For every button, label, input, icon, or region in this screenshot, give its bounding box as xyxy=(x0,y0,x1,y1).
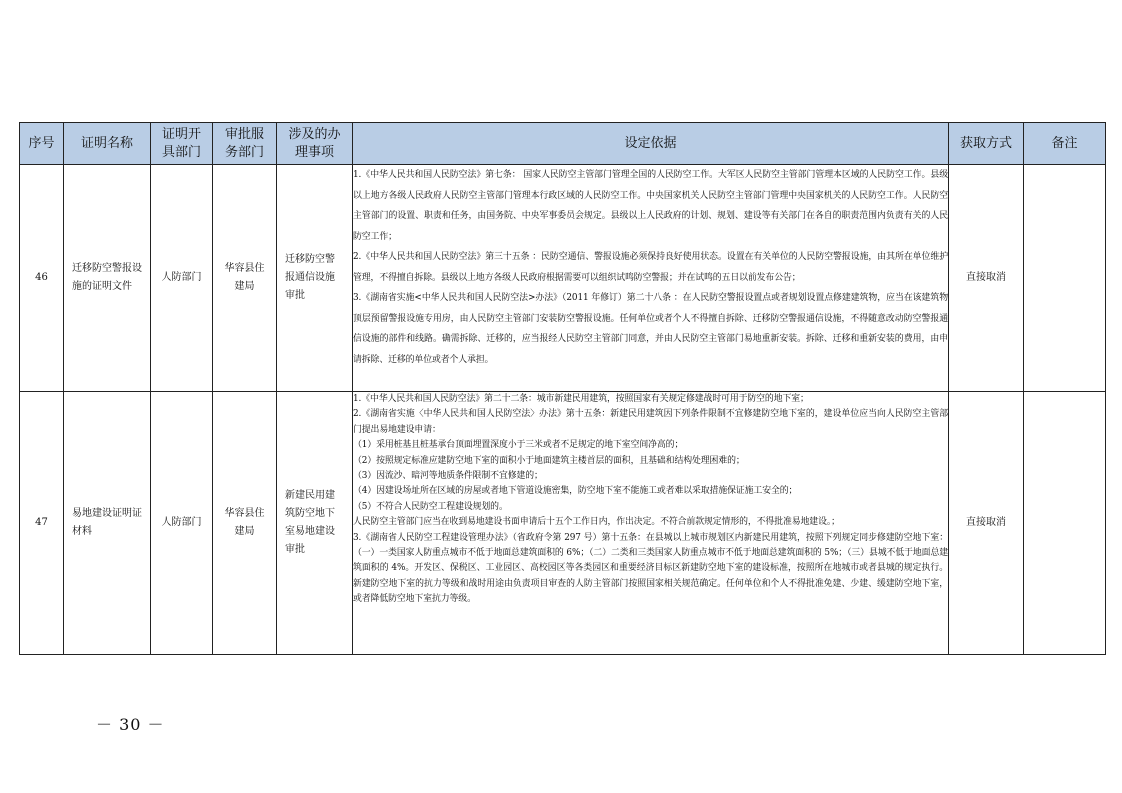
header-no: 序号 xyxy=(20,123,64,165)
header-method: 获取方式 xyxy=(949,123,1024,165)
header-issuer: 证明开具部门 xyxy=(151,123,213,165)
basis-paragraph: （5）不符合人民防空工程建设规划的。 xyxy=(353,501,508,512)
table-row xyxy=(20,392,1106,655)
header-name: 证明名称 xyxy=(64,123,151,165)
basis-paragraph: 人民防空主管部门应当在收到易地建设书面申请后十五个工作日内，作出决定。不符合前款规定情形的，不得批准易地建设。； xyxy=(353,517,840,528)
basis-paragraph: （4）因建设场址所在区域的房屋或者地下管道设施密集，防空地下室不能施工或者难以采取措施保证施工安全的； xyxy=(353,486,798,497)
row-issuer: 人防部门 xyxy=(151,165,213,392)
header-remark: 备注 xyxy=(1024,123,1106,165)
row-basis xyxy=(353,165,949,392)
page-number: － 30 － xyxy=(96,715,165,734)
row-basis xyxy=(353,392,949,655)
row-method: 直接取消 xyxy=(949,165,1024,392)
basis-paragraph: （3）因流沙、暗河等地质条件限制不宜修建的； xyxy=(353,471,543,482)
basis-paragraph: （1）采用桩基且桩基承台顶面埋置深度小于三米或者不足规定的地下室空间净高的； xyxy=(353,440,684,451)
row-approver: 华容县住建局 xyxy=(213,165,277,392)
row-name: 易地建设证明证材料 xyxy=(64,392,151,655)
row-method: 直接取消 xyxy=(949,392,1024,655)
table-header-row xyxy=(20,123,1106,165)
basis-paragraph: 1.《中华人民共和国人民防空法》第二十二条：城市新建民用建筑，按照国家有关规定修建战时可用于防空的地下室； xyxy=(353,394,809,404)
header-approver: 审批服务部门 xyxy=(213,123,277,165)
row-issuer: 人防部门 xyxy=(151,392,213,655)
basis-paragraph: 3.《湖南省人民防空工程建设管理办法》（省政府令第 297 号）第十五条：在县城以上城市规划区内新建民用建筑，按照下列规定同步修建防空地下室：（一）一类国家人防重点城市不低于地面总建筑面积的 6%；（二）二类和三类国家人防重点城市不低于地面总建筑面积的 5%；（三）县城不低于地面总建筑面积的 4%。开发区、保税区、工业园区、高校园区等各类园区和重要经济目标区新建防空地下室的建设标准，按照所在地城市或者县城的规定执行。新建防空地下室的抗力等级和战时用途由负责项目审查的人防主管部门按照国家相关规范确定。任何单位和个人不得批准免建、少建、缓建防空地下室，或者降低防空地下室抗力等级。 xyxy=(353,532,948,605)
row-no: 47 xyxy=(20,392,64,655)
header-basis: 设定依据 xyxy=(353,123,949,165)
row-no: 46 xyxy=(20,165,64,392)
header-matter: 涉及的办理事项 xyxy=(277,123,353,165)
basis-paragraph: 3.《湖南省实施<中华人民共和国人民防空法>办法》（2011 年修订）第二十八条 ：在人民防空警报设置点或者规划设置点修建建筑物，应当在该建筑物顶层预留警报设施专用房，由人民防空主管部门安装防空警报设施。任何单位或者个人不得擅自拆除、迁移防空警报通信设施，不得随意改动防空警报通信设施的部件和线路。确需拆除、迁移的，应当报经人民防空主管部门同意，并由人民防空主管部门易地重新安装。拆除、迁移和重新安装的费用，由申请拆除、迁移的单位或者个人承担。 xyxy=(353,293,948,365)
row-name: 迁移防空警报设施的证明文件 xyxy=(64,165,151,392)
row-matter: 迁移防空警报通信设施审批 xyxy=(277,165,353,392)
row-remark xyxy=(1024,165,1106,392)
basis-paragraph: 2.《湖南省实施〈中华人民共和国人民防空法〉办法》第十五条：新建民用建筑因下列条件限制不宜修建防空地下室的，建设单位应当向人民防空主管部门提出易地建设申请： xyxy=(353,409,948,435)
basis-paragraph: 1.《中华人民共和国人民防空法》第七条： 国家人民防空主管部门管理全国的人民防空工作。大军区人民防空主管部门管理本区域的人民防空工作。县级以上地方各级人民政府人民防空主管部门管理本行政区域的人民防空工作。中央国家机关人民防空主管部门管理中央国家机关的人民防空工作。人民防空主管部门的设置、职责和任务，由国务院、中央军事委员会规定。县级以上人民政府的计划、规划、建设等有关部门在各自的职责范围内负责有关的人民防空工作； xyxy=(353,170,948,242)
certificate-table xyxy=(19,122,1106,655)
row-approver: 华容县住建局 xyxy=(213,392,277,655)
row-remark xyxy=(1024,392,1106,655)
basis-paragraph: 2.《中华人民共和国人民防空法》第三十五条 ：民防空通信、警报设施必须保持良好使用状态。设置在有关单位的人民防空警报设施，由其所在单位维护管理，不得擅自拆除。县级以上地方各级人民政府根据需要可以组织试鸣防空警报；并在试鸣的五日以前发布公告； xyxy=(353,252,948,283)
row-matter: 新建民用建筑防空地下室易地建设审批 xyxy=(277,392,353,655)
table-row xyxy=(20,165,1106,392)
basis-paragraph: （2）按照规定标准应建防空地下室的面积小于地面建筑主楼首层的面积，且基础和结构处理困难的； xyxy=(353,455,745,466)
